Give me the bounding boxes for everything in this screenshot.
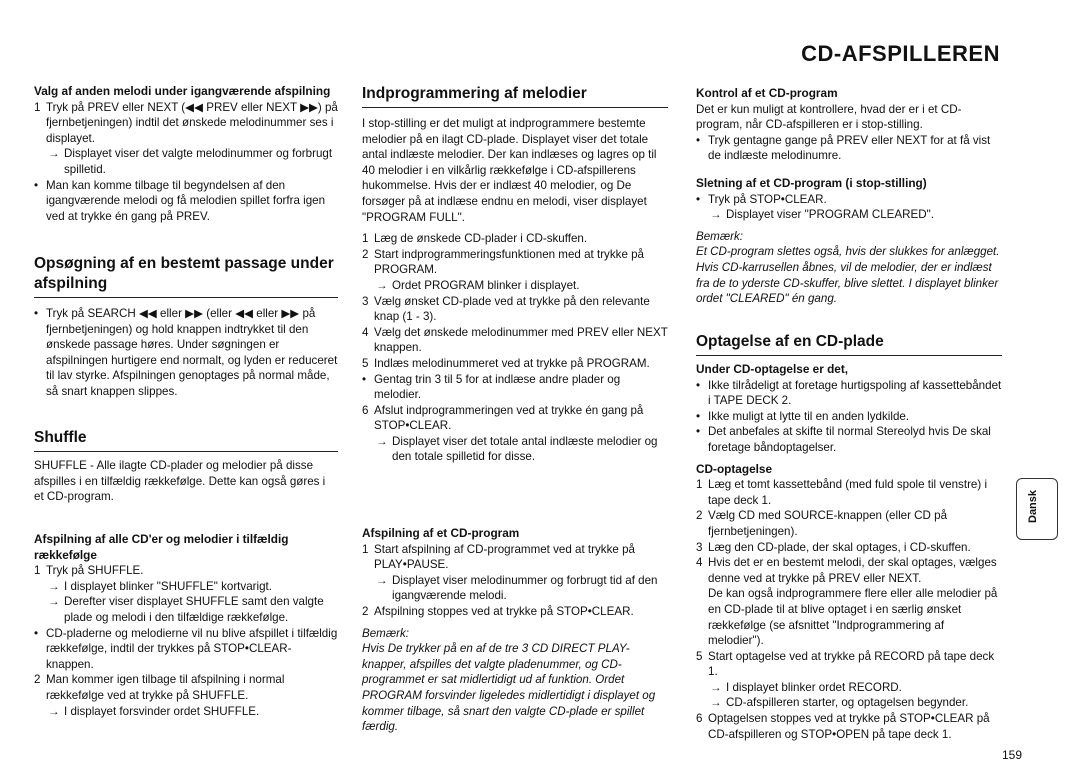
language-tab-label: Dansk	[1027, 489, 1039, 523]
bullet-item: • Man kan komme tilbage til begyndelsen af den igangværende melodi og få melodien spillet forfra igen ved at trykke én gang på PREV.	[34, 178, 326, 223]
step-1: 1 Tryk på SHUFFLE.	[34, 564, 144, 578]
section-play-program	[362, 526, 668, 735]
note-text: Hvis De trykker på en af de tre 3 CD DIRECT PLAY-knapper, afspilles det valgte pladenummer, og CD-programmet er sat midlertidigt ud af funktion. Ordet PROGRAM forsvinder ligeledes midlertidigt i displayet og kommer tilbage, så snart den valgte CD-plade er spillet færdig.	[362, 642, 656, 734]
section-shuffle-all	[34, 532, 338, 719]
step-1: 1 Læg et tomt kassettebånd (med fuld spole til venstre) i tape deck 1.	[696, 478, 988, 507]
step-3: 3 Vælg ønsket CD-plade ved at trykke på den relevante knap (1 - 3).	[362, 294, 650, 324]
section-heading: Afspilning af et CD-program	[362, 526, 520, 540]
bullet-item: • Ikke muligt at lytte til en anden lydkilde.	[696, 409, 910, 423]
section-recording	[696, 332, 1002, 742]
note-text: Et CD-program slettes også, hvis der slukkes for anlægget. Hvis CD-karrusellen åbnes, vil de melodier, der er indlæst fra de to yderste CD-skuffer, blive slettet. I displayet blinker ordet "CLEARED" én gang.	[696, 245, 1000, 306]
bullet-item: • Tryk gentagne gange på PREV eller NEXT for at få vist de indlæste melodinumre.	[696, 133, 991, 163]
bullet-result: → Displayet viser "PROGRAM CLEARED".	[710, 208, 934, 222]
bullet-item: • Tryk på STOP•CLEAR.	[696, 192, 827, 206]
step-2: 2 Start indprogrammeringsfunktionen med at trykke på PROGRAM.	[362, 247, 645, 277]
step-5: 5 Start optagelse ved at trykke på RECORD på tape deck 1.	[696, 649, 995, 679]
step-4: 4 Hvis det er en bestemt melodi, der skal optages, vælges denne ved at trykke på PREV eller NEXT.	[696, 556, 997, 585]
step-1: 1 Tryk på PREV eller NEXT (◀◀ PREV eller NEXT ▶▶) på fjernbetjeningen) indtil det ønskede melodinummer ses i displayet.	[34, 100, 338, 145]
section-heading: Kontrol af et CD-program	[696, 86, 838, 100]
subheading: CD-optagelse	[696, 461, 773, 476]
bullet-item: • Tryk på SEARCH ◀◀ eller ▶▶ (eller ◀◀ eller ▶▶ på fjernbetjeningen) og hold knappen indtrykket til den ønskede passage høres. Under søgningen er afspilningen hurtigere end normalt, og lyden er reduceret til lav styrke. Afspilningen genoptages på normal måde, så snart knappen slippes.	[34, 307, 338, 398]
section-search	[34, 254, 338, 400]
section-programming	[362, 84, 668, 465]
programming-description: I stop-stilling er det muligt at indprogrammere bestemte melodier på en ilagt CD-plade. Displayet viser det totale antal indlæste melodier. Der kan indlæses og lagres op til 40 melodier i en vilkårlig rækkefølge i CD-afspillerens hukommelse. Hvis der er indlæst 40 melodier, og De forsøger på at indlæse endnu en melodi, viser displayet "PROGRAM FULL".	[362, 117, 657, 224]
section-clear-program	[696, 176, 1002, 307]
step-1-result: → I displayet blinker "SHUFFLE" kortvarigt.	[48, 579, 272, 593]
section-select-track	[34, 84, 338, 224]
step-2: 2 Afspilning stoppes ved at trykke på STOP•CLEAR.	[362, 604, 634, 618]
step-1-result: → Displayet viser melodinummer og forbrugt tid af den igangværende melodi.	[376, 573, 658, 603]
section-heading: Shuffle	[34, 428, 338, 452]
step-1: 1 Start afspilning af CD-programmet ved at trykke på PLAY•PAUSE.	[362, 542, 635, 572]
step-5: 5 Indlæs melodinummeret ved at trykke på PROGRAM.	[362, 356, 650, 370]
step-6: 6 Afslut indprogrammeringen ved at trykke én gang på STOP•CLEAR.	[362, 403, 644, 433]
step-4-extra: De kan også indprogrammere flere eller alle melodier på en CD-plade til at blive optaget i en særlig ønsket rækkefølge (se afsnittet "Indprogrammering af melodier").	[708, 587, 998, 648]
section-heading: Optagelse af en CD-plade	[696, 332, 1002, 356]
language-tab	[1016, 478, 1058, 540]
section-heading: Indprogrammering af melodier	[362, 84, 668, 108]
step-1-result: → Displayet viser det valgte melodinummer og forbrugt spilletid.	[48, 147, 333, 176]
section-heading: Sletning af et CD-program (i stop-stilling)	[696, 176, 927, 190]
section-check-program	[696, 86, 1002, 164]
step-1-result: → Derefter viser displayet SHUFFLE samt den valgte plade og melodi i den tilfældige rækkefølge.	[48, 595, 324, 624]
page-title: CD-AFSPILLEREN	[801, 41, 1000, 66]
section-heading: Opsøgning af en bestemt passage under afspilning	[34, 254, 338, 298]
step-1: 1 Læg de ønskede CD-plader i CD-skuffen.	[362, 232, 588, 246]
step-2: 2 Vælg CD med SOURCE-knappen (eller CD på fjernbetjeningen).	[696, 509, 948, 538]
page-number: 159	[1002, 748, 1023, 762]
bullet-item: • Det anbefales at skifte til normal Stereolyd hvis De skal foretage båndoptagelser.	[696, 425, 991, 454]
section-shuffle	[34, 428, 338, 505]
step-2-result: → Ordet PROGRAM blinker i displayet.	[376, 278, 580, 292]
step-6: 6 Optagelsen stoppes ved at trykke på STOP•CLEAR på CD-afspilleren og STOP•OPEN på tape deck 1.	[696, 712, 990, 741]
step-2: 2 Man kommer igen tilbage til afspilning i normal rækkefølge ved at trykke på SHUFFLE.	[34, 673, 285, 702]
step-5-result: → CD-afspilleren starter, og optagelsen begynder.	[710, 696, 969, 710]
section-heading: Afspilning af alle CD'er og melodier i tilfældig rækkefølge	[34, 532, 289, 562]
note-label: Bemærk:	[362, 626, 410, 640]
step-5-result: → I displayet blinker ordet RECORD.	[710, 680, 902, 694]
bullet-item: • Ikke tilrådeligt at foretage hurtigspoling af kassettebåndet i TAPE DECK 2.	[696, 378, 1002, 408]
step-4: 4 Vælg det ønskede melodinummer med PREV eller NEXT knappen.	[362, 325, 668, 355]
section-heading: Valg af anden melodi under igangværende afspilning	[34, 84, 331, 98]
bullet-item: • Gentag trin 3 til 5 for at indlæse andre plader og melodier.	[362, 372, 621, 402]
subheading: Under CD-optagelse er det,	[696, 362, 849, 376]
step-6-result: → Displayet viser det totale antal indlæste melodier og den totale spilletid for disse.	[376, 434, 658, 464]
bullet-item: • CD-pladerne og melodierne vil nu blive afspillet i tilfældig rækkefølge, indtil der trykkes på STOP•CLEAR-knappen.	[34, 626, 338, 671]
note-label: Bemærk:	[696, 229, 744, 243]
step-2-result: → I displayet forsvinder ordet SHUFFLE.	[48, 704, 260, 718]
step-3: 3 Læg den CD-plade, der skal optages, i CD-skuffen.	[696, 540, 971, 554]
check-description: Det er kun muligt at kontrollere, hvad der er i et CD-program, når CD-afspilleren er i stop-stilling.	[696, 102, 962, 132]
shuffle-description: SHUFFLE - Alle ilagte CD-plader og melodier på disse afspilles i en tilfældig rækkefølge. Dette kan også gøres i et CD-program.	[34, 459, 326, 504]
